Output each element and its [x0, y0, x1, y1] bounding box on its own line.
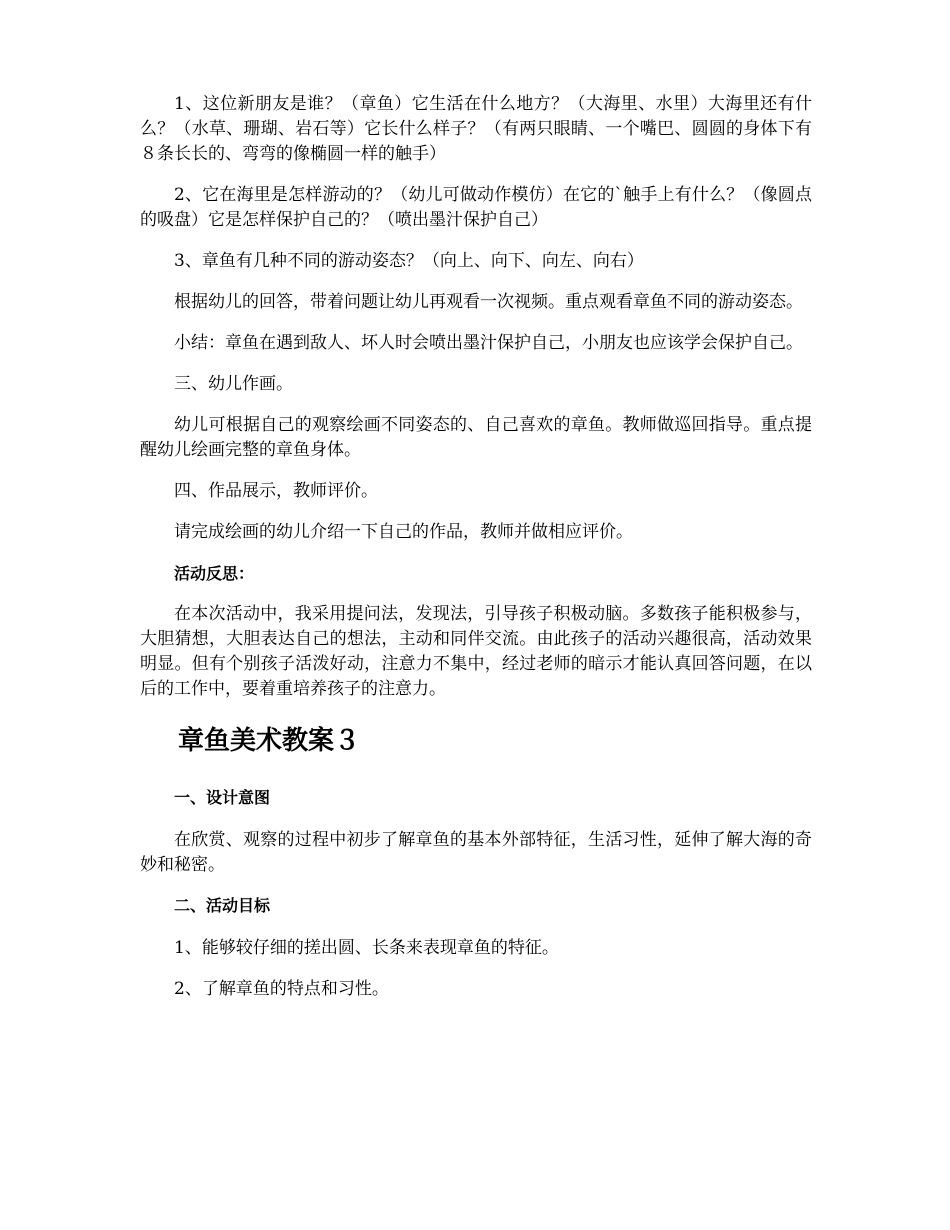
paragraph-question-1: 1、这位新朋友是谁？（章鱼）它生活在什么地方？（大海里、水里）大海里还有什么？（水草、珊瑚、岩石等）它长什么样子？（有两只眼睛、一个嘴巴、圆圆的身体下有８条长长的、弯弯的像椭圆一样的触手） — [140, 94, 812, 164]
paragraph-step-three: 三、幼儿作画。 — [174, 374, 293, 394]
goal-item-1: 1、能够较仔细的搓出圆、长条来表现章鱼的特征。 — [174, 938, 559, 958]
paragraph-summary: 小结：章鱼在遇到敌人、坏人时会喷出墨汁保护自己，小朋友也应该学会保护自己。 — [174, 333, 803, 353]
paragraph-step-four: 四、作品展示，教师评价。 — [174, 481, 378, 501]
reflection-text: 在本次活动中，我采用提问法，发现法，引导孩子积极动脑。多数孩子能积极参与，大胆猜想，大胆表达自己的想法，主动和同伴交流。由此孩子的活动兴趣很高，活动效果明显。但有个别孩子活泼好动，注意力不集中，经过老师的暗示才能认真回答问题，在以后的工作中，要着重培养孩子的注意力。 — [140, 604, 812, 699]
design-heading: 一、设计意图 — [174, 788, 271, 807]
paragraph-question-3: 3、章鱼有几种不同的游动姿态？（向上、向下、向左、向右） — [174, 251, 644, 271]
goal-item-2: 2、了解章鱼的特点和习性。 — [174, 979, 389, 999]
design-text: 在欣赏、观察的过程中初步了解章鱼的基本外部特征，生活习性，延伸了解大海的奇妙和秘密。 — [140, 830, 812, 875]
document-page — [140, 92, 812, 1018]
paragraph-rewatch: 根据幼儿的回答，带着问题让幼儿再观看一次视频。重点观看章鱼不同的游动姿态。 — [174, 292, 803, 312]
paragraph-evaluation: 请完成绘画的幼儿介绍一下自己的作品，教师并做相应评价。 — [174, 522, 633, 542]
reflection-heading: 活动反思： — [174, 564, 255, 583]
section-title: 章鱼美术教案３ — [178, 726, 361, 756]
paragraph-question-2: 2、它在海里是怎样游动的？（幼儿可做动作模仿）在它的`触手上有什么？（像圆点的吸盘）它是怎样保护自己的？（喷出墨汁保护自己） — [140, 185, 812, 230]
goals-heading: 二、活动目标 — [174, 896, 271, 915]
paragraph-drawing: 幼儿可根据自己的观察绘画不同姿态的、自己喜欢的章鱼。教师做巡回指导。重点提醒幼儿绘画完整的章鱼身体。 — [140, 415, 812, 460]
